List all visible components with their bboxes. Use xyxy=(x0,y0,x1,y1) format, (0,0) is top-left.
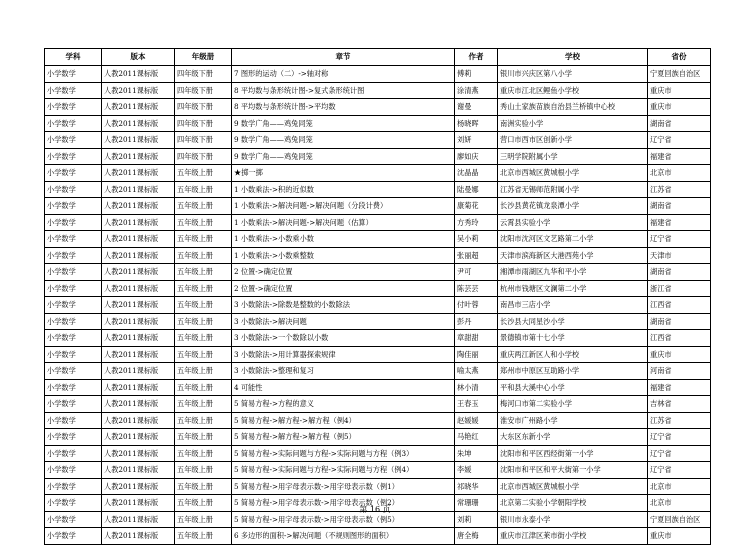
cell-grade: 四年级下册 xyxy=(175,66,232,83)
cell-author: 李媛 xyxy=(455,462,498,479)
cell-school: 北京第二实验小学朝阳学校 xyxy=(498,495,648,512)
cell-version: 人教2011课标版 xyxy=(102,99,175,116)
cell-chapter: 1 小数乘法->解决问题->解决问题（分段计费） xyxy=(232,198,455,215)
cell-chapter: 6 多边形的面积->解决问题（不规则图形的面积） xyxy=(232,528,455,545)
cell-chapter: 1 小数乘法->小数乘整数 xyxy=(232,247,455,264)
cell-version: 人教2011课标版 xyxy=(102,231,175,248)
cell-grade: 五年级上册 xyxy=(175,247,232,264)
cell-subject: 小学数学 xyxy=(45,396,102,413)
header-chapter: 章节 xyxy=(232,49,455,66)
cell-version: 人教2011课标版 xyxy=(102,247,175,264)
cell-version: 人教2011课标版 xyxy=(102,412,175,429)
cell-subject: 小学数学 xyxy=(45,346,102,363)
cell-chapter: 5 简易方程->实际问题与方程->实际问题与方程（例4） xyxy=(232,462,455,479)
cell-school: 大东区东新小学 xyxy=(498,429,648,446)
cell-chapter: 5 简易方程->实际问题与方程->实际问题与方程（例3） xyxy=(232,445,455,462)
cell-chapter: 2 位置->确定位置 xyxy=(232,264,455,281)
cell-chapter: 9 数学广角——鸡兔同笼 xyxy=(232,132,455,149)
cell-school: 淮安市广州路小学 xyxy=(498,412,648,429)
table-row xyxy=(45,528,711,545)
cell-version: 人教2011课标版 xyxy=(102,297,175,314)
cell-chapter: 3 小数除法->一个数除以小数 xyxy=(232,330,455,347)
cell-author: 涂清燕 xyxy=(455,82,498,99)
cell-author: 陶佳丽 xyxy=(455,346,498,363)
cell-province: 重庆市 xyxy=(648,99,711,116)
cell-province: 辽宁省 xyxy=(648,429,711,446)
cell-school: 南洲实验小学 xyxy=(498,115,648,132)
cell-subject: 小学数学 xyxy=(45,99,102,116)
cell-school: 湘潭市雨湖区九华和平小学 xyxy=(498,264,648,281)
cell-version: 人教2011课标版 xyxy=(102,445,175,462)
table-row xyxy=(45,165,711,182)
cell-grade: 五年级上册 xyxy=(175,379,232,396)
table-row xyxy=(45,462,711,479)
cell-province: 吉林省 xyxy=(648,396,711,413)
cell-version: 人教2011课标版 xyxy=(102,214,175,231)
cell-subject: 小学数学 xyxy=(45,330,102,347)
header-school: 学校 xyxy=(498,49,648,66)
cell-province: 重庆市 xyxy=(648,346,711,363)
table-row xyxy=(45,445,711,462)
cell-author: 章甜甜 xyxy=(455,330,498,347)
cell-province: 湖南省 xyxy=(648,198,711,215)
cell-school: 重庆两江新区人和小学校 xyxy=(498,346,648,363)
cell-author: 陆曼娜 xyxy=(455,181,498,198)
cell-grade: 五年级上册 xyxy=(175,181,232,198)
cell-version: 人教2011课标版 xyxy=(102,495,175,512)
cell-version: 人教2011课标版 xyxy=(102,115,175,132)
cell-subject: 小学数学 xyxy=(45,165,102,182)
cell-subject: 小学数学 xyxy=(45,363,102,380)
cell-province: 湖南省 xyxy=(648,115,711,132)
cell-grade: 五年级上册 xyxy=(175,396,232,413)
cell-author: 祁晓华 xyxy=(455,478,498,495)
cell-chapter: 3 小数除法->整理和复习 xyxy=(232,363,455,380)
cell-grade: 五年级上册 xyxy=(175,511,232,528)
cell-school: 江苏省无锡师范附属小学 xyxy=(498,181,648,198)
cell-subject: 小学数学 xyxy=(45,280,102,297)
cell-grade: 五年级上册 xyxy=(175,313,232,330)
cell-author: 康菊花 xyxy=(455,198,498,215)
cell-chapter: 2 位置->确定位置 xyxy=(232,280,455,297)
cell-province: 辽宁省 xyxy=(648,132,711,149)
table-row xyxy=(45,214,711,231)
cell-province: 重庆市 xyxy=(648,82,711,99)
cell-subject: 小学数学 xyxy=(45,528,102,545)
header-grade: 年级册 xyxy=(175,49,232,66)
cell-chapter: 5 简易方程->用字母表示数->用字母表示数（例5） xyxy=(232,511,455,528)
cell-author: 朱坤 xyxy=(455,445,498,462)
cell-version: 人教2011课标版 xyxy=(102,313,175,330)
table-row xyxy=(45,363,711,380)
cell-version: 人教2011课标版 xyxy=(102,280,175,297)
cell-school: 北京市西城区黄城根小学 xyxy=(498,165,648,182)
cell-school: 南昌市三店小学 xyxy=(498,297,648,314)
cell-chapter: 9 数学广角——鸡兔同笼 xyxy=(232,115,455,132)
cell-province: 湖南省 xyxy=(648,313,711,330)
cell-chapter: 3 小数除法->除数是整数的小数除法 xyxy=(232,297,455,314)
cell-school: 银川市兴庆区第八小学 xyxy=(498,66,648,83)
cell-subject: 小学数学 xyxy=(45,198,102,215)
cell-author: 王春玉 xyxy=(455,396,498,413)
cell-school: 梅河口市第二实验小学 xyxy=(498,396,648,413)
cell-grade: 五年级上册 xyxy=(175,231,232,248)
cell-grade: 四年级下册 xyxy=(175,132,232,149)
lesson-table xyxy=(44,48,711,545)
cell-province: 宁夏回族自治区 xyxy=(648,66,711,83)
cell-chapter: 5 简易方程->方程的意义 xyxy=(232,396,455,413)
cell-subject: 小学数学 xyxy=(45,247,102,264)
header-province: 省份 xyxy=(648,49,711,66)
cell-author: 尹可 xyxy=(455,264,498,281)
table-row xyxy=(45,264,711,281)
cell-author: 方秀玲 xyxy=(455,214,498,231)
cell-author: 陈芸芸 xyxy=(455,280,498,297)
cell-school: 银川市永泰小学 xyxy=(498,511,648,528)
cell-school: 三明学院附属小学 xyxy=(498,148,648,165)
cell-chapter: 3 小数除法->用计算器探索规律 xyxy=(232,346,455,363)
cell-chapter: 1 小数乘法->小数乘小数 xyxy=(232,231,455,248)
table-row xyxy=(45,379,711,396)
cell-version: 人教2011课标版 xyxy=(102,363,175,380)
cell-province: 江苏省 xyxy=(648,181,711,198)
cell-author: 唐全梅 xyxy=(455,528,498,545)
cell-author: 吴小莉 xyxy=(455,231,498,248)
cell-version: 人教2011课标版 xyxy=(102,132,175,149)
cell-grade: 五年级上册 xyxy=(175,165,232,182)
cell-subject: 小学数学 xyxy=(45,495,102,512)
cell-subject: 小学数学 xyxy=(45,412,102,429)
cell-grade: 五年级上册 xyxy=(175,363,232,380)
cell-subject: 小学数学 xyxy=(45,148,102,165)
cell-grade: 四年级下册 xyxy=(175,99,232,116)
page-number: 第 16 页 xyxy=(359,505,391,514)
cell-chapter: 5 简易方程->解方程->解方程（例5） xyxy=(232,429,455,446)
cell-province: 江西省 xyxy=(648,330,711,347)
cell-chapter: 5 简易方程->用字母表示数->用字母表示数（例1） xyxy=(232,478,455,495)
cell-subject: 小学数学 xyxy=(45,66,102,83)
cell-chapter: 8 平均数与条形统计图->平均数 xyxy=(232,99,455,116)
cell-subject: 小学数学 xyxy=(45,132,102,149)
table-row xyxy=(45,429,711,446)
table-row xyxy=(45,478,711,495)
cell-subject: 小学数学 xyxy=(45,313,102,330)
table-row xyxy=(45,66,711,83)
cell-version: 人教2011课标版 xyxy=(102,66,175,83)
cell-version: 人教2011课标版 xyxy=(102,264,175,281)
cell-school: 重庆市江津区莱市街小学校 xyxy=(498,528,648,545)
cell-school: 杭州市钱塘区文澜第二小学 xyxy=(498,280,648,297)
cell-author: 沈晶晶 xyxy=(455,165,498,182)
cell-school: 平和县大溪中心小学 xyxy=(498,379,648,396)
cell-province: 辽宁省 xyxy=(648,462,711,479)
cell-chapter: 8 平均数与条形统计图->复式条形统计图 xyxy=(232,82,455,99)
cell-chapter: 9 数学广角——鸡兔同笼 xyxy=(232,148,455,165)
table-row xyxy=(45,82,711,99)
cell-version: 人教2011课标版 xyxy=(102,396,175,413)
cell-subject: 小学数学 xyxy=(45,511,102,528)
cell-chapter: ★掷一掷 xyxy=(232,165,455,182)
cell-chapter: 3 小数除法->解决问题 xyxy=(232,313,455,330)
cell-school: 北京市西城区黄城根小学 xyxy=(498,478,648,495)
cell-school: 天津市滨海新区大港西苑小学 xyxy=(498,247,648,264)
cell-author: 杨晓晖 xyxy=(455,115,498,132)
cell-grade: 五年级上册 xyxy=(175,264,232,281)
cell-author: 付叶蓉 xyxy=(455,297,498,314)
cell-version: 人教2011课标版 xyxy=(102,148,175,165)
table-body xyxy=(45,66,711,545)
cell-subject: 小学数学 xyxy=(45,445,102,462)
cell-subject: 小学数学 xyxy=(45,462,102,479)
cell-grade: 五年级上册 xyxy=(175,297,232,314)
cell-grade: 五年级上册 xyxy=(175,330,232,347)
cell-grade: 五年级上册 xyxy=(175,495,232,512)
cell-author: 彭丹 xyxy=(455,313,498,330)
cell-province: 福建省 xyxy=(648,379,711,396)
cell-province: 辽宁省 xyxy=(648,445,711,462)
cell-grade: 五年级上册 xyxy=(175,412,232,429)
cell-province: 湖南省 xyxy=(648,264,711,281)
cell-school: 秀山土家族苗族自治县兰桥镇中心校 xyxy=(498,99,648,116)
cell-author: 张丽超 xyxy=(455,247,498,264)
cell-author: 马艳红 xyxy=(455,429,498,446)
cell-chapter: 4 可能性 xyxy=(232,379,455,396)
cell-version: 人教2011课标版 xyxy=(102,511,175,528)
cell-author: 刘莉 xyxy=(455,511,498,528)
cell-province: 福建省 xyxy=(648,214,711,231)
table-row xyxy=(45,148,711,165)
cell-version: 人教2011课标版 xyxy=(102,462,175,479)
cell-version: 人教2011课标版 xyxy=(102,429,175,446)
cell-subject: 小学数学 xyxy=(45,478,102,495)
cell-author: 林小清 xyxy=(455,379,498,396)
cell-grade: 五年级上册 xyxy=(175,214,232,231)
cell-grade: 五年级上册 xyxy=(175,280,232,297)
table-header-row xyxy=(45,49,711,66)
cell-subject: 小学数学 xyxy=(45,264,102,281)
cell-grade: 四年级下册 xyxy=(175,82,232,99)
header-subject: 学科 xyxy=(45,49,102,66)
cell-grade: 五年级上册 xyxy=(175,346,232,363)
cell-version: 人教2011课标版 xyxy=(102,165,175,182)
table-row xyxy=(45,396,711,413)
cell-author: 廖如庆 xyxy=(455,148,498,165)
cell-author: 常珊珊 xyxy=(455,495,498,512)
cell-subject: 小学数学 xyxy=(45,82,102,99)
cell-chapter: 1 小数乘法->解决问题->解决问题（估算） xyxy=(232,214,455,231)
header-version: 版本 xyxy=(102,49,175,66)
table-row xyxy=(45,132,711,149)
cell-author: 傅莉 xyxy=(455,66,498,83)
cell-subject: 小学数学 xyxy=(45,231,102,248)
cell-province: 福建省 xyxy=(648,148,711,165)
cell-grade: 五年级上册 xyxy=(175,198,232,215)
cell-version: 人教2011课标版 xyxy=(102,528,175,545)
cell-grade: 五年级上册 xyxy=(175,528,232,545)
table-row xyxy=(45,181,711,198)
cell-author: 赵媛媛 xyxy=(455,412,498,429)
cell-author: 刘妍 xyxy=(455,132,498,149)
cell-subject: 小学数学 xyxy=(45,115,102,132)
cell-version: 人教2011课标版 xyxy=(102,82,175,99)
cell-version: 人教2011课标版 xyxy=(102,478,175,495)
cell-province: 宁夏回族自治区 xyxy=(648,511,711,528)
cell-province: 浙江省 xyxy=(648,280,711,297)
cell-subject: 小学数学 xyxy=(45,429,102,446)
cell-school: 云霄县实验小学 xyxy=(498,214,648,231)
cell-school: 郑州市中原区互助路小学 xyxy=(498,363,648,380)
cell-subject: 小学数学 xyxy=(45,181,102,198)
table-row xyxy=(45,280,711,297)
cell-version: 人教2011课标版 xyxy=(102,379,175,396)
cell-grade: 五年级上册 xyxy=(175,429,232,446)
table-row xyxy=(45,198,711,215)
table-row xyxy=(45,99,711,116)
cell-school: 重庆市江北区鲤鱼小学校 xyxy=(498,82,648,99)
cell-school: 长沙县黄花镇龙泉潭小学 xyxy=(498,198,648,215)
cell-subject: 小学数学 xyxy=(45,379,102,396)
cell-author: 喻太燕 xyxy=(455,363,498,380)
cell-chapter: 5 简易方程->解方程->解方程（例4） xyxy=(232,412,455,429)
cell-author: 谢曼 xyxy=(455,99,498,116)
cell-province: 北京市 xyxy=(648,495,711,512)
cell-school: 营口市西市区创新小学 xyxy=(498,132,648,149)
header-author: 作者 xyxy=(455,49,498,66)
cell-grade: 五年级上册 xyxy=(175,462,232,479)
table-row xyxy=(45,313,711,330)
cell-province: 江苏省 xyxy=(648,412,711,429)
cell-subject: 小学数学 xyxy=(45,297,102,314)
table-row xyxy=(45,330,711,347)
cell-province: 江西省 xyxy=(648,297,711,314)
table-row xyxy=(45,346,711,363)
cell-grade: 四年级下册 xyxy=(175,115,232,132)
cell-province: 北京市 xyxy=(648,478,711,495)
table-row xyxy=(45,115,711,132)
cell-chapter: 5 简易方程->用字母表示数->用字母表示数（例2） xyxy=(232,495,455,512)
cell-province: 北京市 xyxy=(648,165,711,182)
cell-province: 重庆市 xyxy=(648,528,711,545)
table-row xyxy=(45,297,711,314)
table-row xyxy=(45,247,711,264)
cell-version: 人教2011课标版 xyxy=(102,198,175,215)
cell-chapter: 1 小数乘法->积的近似数 xyxy=(232,181,455,198)
cell-province: 辽宁省 xyxy=(648,231,711,248)
cell-grade: 四年级下册 xyxy=(175,148,232,165)
cell-grade: 五年级上册 xyxy=(175,445,232,462)
cell-school: 沈阳市和平区和平大街第一小学 xyxy=(498,462,648,479)
table-row xyxy=(45,412,711,429)
cell-version: 人教2011课标版 xyxy=(102,181,175,198)
cell-subject: 小学数学 xyxy=(45,214,102,231)
cell-province: 天津市 xyxy=(648,247,711,264)
cell-version: 人教2011课标版 xyxy=(102,330,175,347)
cell-school: 沈阳市沈河区文艺路第二小学 xyxy=(498,231,648,248)
cell-grade: 五年级上册 xyxy=(175,478,232,495)
cell-school: 沈阳市和平区西经街第一小学 xyxy=(498,445,648,462)
table-row xyxy=(45,231,711,248)
cell-province: 河南省 xyxy=(648,363,711,380)
cell-version: 人教2011课标版 xyxy=(102,346,175,363)
cell-chapter: 7 图形的运动（二）->轴对称 xyxy=(232,66,455,83)
cell-school: 景德镇市第十七小学 xyxy=(498,330,648,347)
cell-school: 长沙县大同星沙小学 xyxy=(498,313,648,330)
